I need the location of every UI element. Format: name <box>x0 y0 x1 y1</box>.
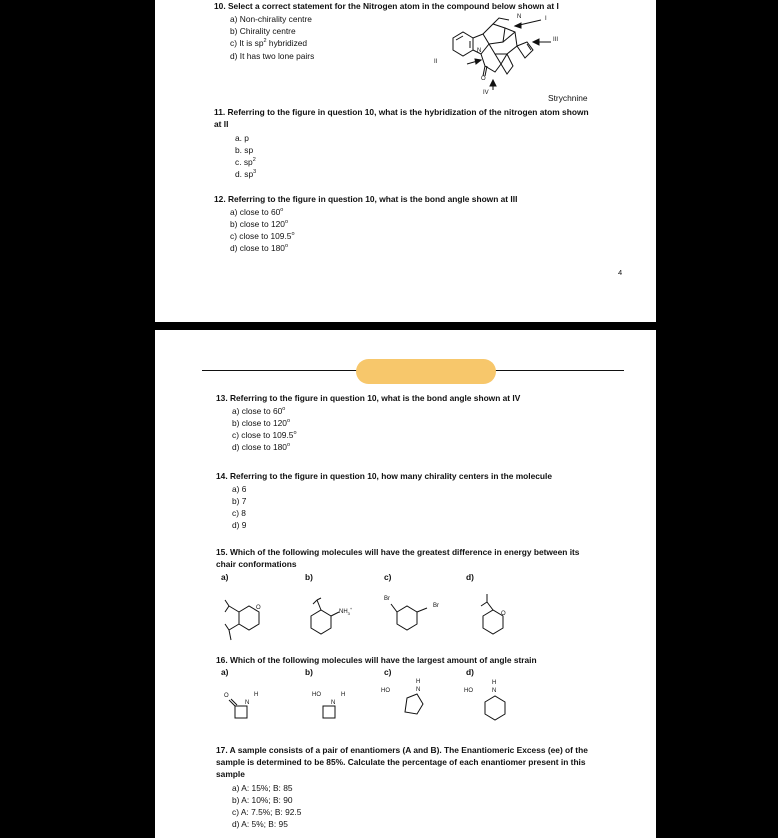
question-14-text: 14. Referring to the figure in question 10, how many chirality centers in the molecule <box>216 471 553 481</box>
question-12-option-a: a) close to 60$^o$ <box>230 207 284 217</box>
q16-a-hydrogen: H <box>254 692 259 698</box>
question-16-text: 16. Which of the following molecules will have the largest amount of angle strain <box>216 655 537 665</box>
question-10-option-c: c) It is $sp^2$ hybridized <box>230 38 308 48</box>
question-16-label-c: c) <box>384 667 392 677</box>
question-15-text: 15. Which of the following molecules will have the greatest difference in energy between its <box>216 547 580 557</box>
question-17-option-a: a) A: 15%; B: 85 <box>232 783 293 793</box>
q16-b-hydroxyl: HO <box>312 692 321 698</box>
question-11-option-c: c. $sp^2$ <box>235 157 256 167</box>
strychnine-o: O <box>481 76 486 82</box>
q15-molecule-b <box>303 598 353 638</box>
question-15-label-b: b) <box>305 572 313 582</box>
question-17-option-d: d) A: 5%; B: 95 <box>232 819 288 829</box>
q15-c-bromine-left: Br <box>384 596 390 602</box>
question-11-option-b: b. sp <box>235 145 254 155</box>
question-14-option-c: c) 8 <box>232 508 246 518</box>
question-10-option-b: b) Chirality centre <box>230 26 296 36</box>
question-15-label-c: c) <box>384 572 392 582</box>
question-10-text: 10. Select a correct statement for the Nitrogen atom in the compound below shown at I <box>214 1 559 11</box>
q16-c-nitrogen: N <box>416 687 421 693</box>
question-16-label-b: b) <box>305 667 313 677</box>
question-11-text-line2: at II <box>214 119 229 129</box>
q15-c-bromine-right: Br <box>433 603 439 609</box>
q15-a-oxygen: O <box>256 605 261 611</box>
document-page-2 <box>155 330 656 838</box>
q16-d-hydrogen: H <box>492 680 497 686</box>
q16-d-nitrogen: N <box>492 688 497 694</box>
question-11-text: 11. Referring to the figure in question 10, what is the hybridization of the nitrogen atom shown <box>214 107 589 117</box>
q15-molecule-c <box>381 598 441 638</box>
question-11-option-d: d. $sp^3$ <box>235 169 257 179</box>
question-10-option-d: d) It has two lone pairs <box>230 51 315 61</box>
redaction-highlight <box>356 359 496 384</box>
question-13-option-c: c) close to 109.5$^o$ <box>232 430 297 440</box>
q15-b-ammonium: $NH_3^+$ <box>339 606 353 617</box>
strychnine-label-iv: IV <box>483 90 489 96</box>
question-13-option-a: a) close to 60$^o$ <box>232 406 286 416</box>
question-10-option-a: a) Non-chirality centre <box>230 14 312 24</box>
question-17-text-line3: sample <box>216 769 245 779</box>
q16-b-nitrogen: N <box>331 700 336 706</box>
strychnine-label-i: I <box>545 16 547 22</box>
question-15-label-a: a) <box>221 572 229 582</box>
question-16-label-d: d) <box>466 667 474 677</box>
q16-c-hydroxyl: HO <box>381 688 390 694</box>
question-13-text: 13. Referring to the figure in question 10, what is the bond angle shown at IV <box>216 393 521 403</box>
q16-d-hydroxyl: HO <box>464 688 473 694</box>
strychnine-name: Strychnine <box>548 93 588 103</box>
question-12-option-b: b) close to 120$^o$ <box>230 219 288 229</box>
question-17-text: 17. A sample consists of a pair of enantiomers (A and B). The Enantiomeric Excess (ee) of the <box>216 745 588 755</box>
question-12-text: 12. Referring to the figure in question 10, what is the bond angle shown at III <box>214 194 518 204</box>
strychnine-structure <box>445 14 555 94</box>
q15-d-oxygen: O <box>501 611 506 617</box>
question-12-option-c: c) close to 109.5$^o$ <box>230 231 295 241</box>
question-13-option-d: d) close to 180$^o$ <box>232 442 290 452</box>
strychnine-label-ii: II <box>434 59 438 65</box>
strychnine-n-top: N <box>517 14 522 20</box>
q15-molecule-d <box>471 594 521 640</box>
q16-a-oxygen: O <box>224 693 229 699</box>
question-13-option-b: b) close to 120$^o$ <box>232 418 290 428</box>
q16-c-hydrogen: H <box>416 679 421 685</box>
q15-molecule-a <box>225 598 275 642</box>
strychnine-label-iii: III <box>553 37 559 43</box>
strychnine-n-bottom: N <box>477 48 482 54</box>
q16-a-nitrogen: N <box>245 700 250 706</box>
page-number: 4 <box>618 268 623 277</box>
q16-molecule-d <box>477 690 517 734</box>
question-17-option-b: b) A: 10%; B: 90 <box>232 795 293 805</box>
question-14-option-b: b) 7 <box>232 496 247 506</box>
question-15-text-line2: chair conformations <box>216 559 297 569</box>
question-17-text-line2: sample is determined to be 85%. Calculate the percentage of each enantiomer present in this <box>216 757 586 767</box>
question-14-option-a: a) 6 <box>232 484 247 494</box>
question-15-label-d: d) <box>466 572 474 582</box>
q16-b-hydrogen: H <box>341 692 346 698</box>
document-page-1 <box>155 0 656 322</box>
question-17-option-c: c) A: 7.5%; B: 92.5 <box>232 807 302 817</box>
question-12-option-d: d) close to 180$^o$ <box>230 243 288 253</box>
question-14-option-d: d) 9 <box>232 520 247 530</box>
question-16-label-a: a) <box>221 667 229 677</box>
q16-molecule-c <box>393 690 433 730</box>
question-11-option-a: a. p <box>235 133 249 143</box>
